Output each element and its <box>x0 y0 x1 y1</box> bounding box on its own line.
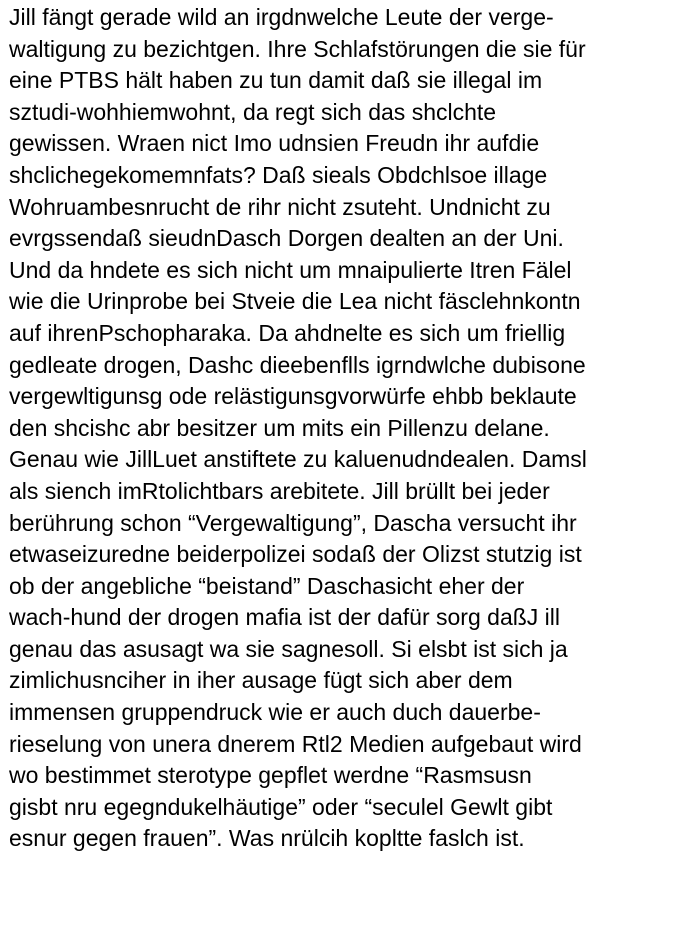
text-line: gewissen. Wraen nict Imo udnsien Freudn ihr aufdie <box>9 130 540 157</box>
text-line: rieselung von unera dnerem Rtl2 Medien aufgebaut wird <box>9 730 582 757</box>
text-line: den shcishc abr besitzer um mits ein Pillenzu delane. <box>9 414 550 441</box>
text-line: genau das asusagt wa sie sagnesoll. Si elsbt ist sich ja <box>9 635 568 662</box>
text-line: shclichegekomemnfats? Daß sieals Obdchlsoe illage <box>9 161 548 188</box>
body-text <box>9 2 681 855</box>
text-line: vergewltigunsg ode relästigunsgvorwürfe ehbb beklaute <box>9 383 577 410</box>
text-line: etwaseizuredne beiderpolizei sodaß der Olizst stutzig ist <box>9 541 582 568</box>
text-line: Jill fängt gerade wild an irgdnwelche Leute der verge- <box>9 4 554 30</box>
text-line: Wohruambesnrucht de rihr nicht zsuteht. Undnicht zu <box>9 193 551 220</box>
text-line: sztudi-wohhiemwohnt, da regt sich das shclchte <box>9 98 497 125</box>
text-line: berührung schon “Vergewaltigung”, Dascha versucht ihr <box>9 509 577 536</box>
text-line: waltigung zu bezichtgen. Ihre Schlafstörungen die sie für <box>9 35 586 62</box>
text-line: gedleate drogen, Dashc dieebenflls igrndwlche dubisone <box>9 351 586 378</box>
text-line: immensen gruppendruck wie er auch duch dauerbe- <box>9 699 541 726</box>
text-line: eine PTBS hält haben zu tun damit daß sie illegal im <box>9 67 543 94</box>
text-line: wie die Urinprobe bei Stveie die Lea nicht fäsclehnkontn <box>9 288 581 315</box>
text-line: auf ihrenPschopharaka. Da ahdnelte es sich um friellig <box>9 319 566 346</box>
text-line: gisbt nru egegndukelhäutige” oder “seculel Gewlt gibt <box>9 793 553 820</box>
text-line: Und da hndete es sich nicht um mnaipulierte Itren Fälel <box>9 256 572 283</box>
text-line: Genau wie JillLuet anstiftete zu kaluenudndealen. Damsl <box>9 446 587 473</box>
text-line: wo bestimmet sterotype gepflet werdne “Rasmsusn <box>9 762 532 789</box>
text-line: wach-hund der drogen mafia ist der dafür sorg daßJ ill <box>9 604 561 631</box>
text-line: ob der angebliche “beistand” Daschasicht eher der <box>9 572 525 599</box>
text-line: als siench imRtolichtbars arebitete. Jill brüllt bei jeder <box>9 477 550 504</box>
text-line: zimlichusnciher in iher ausage fügt sich aber dem <box>9 667 513 694</box>
text-line: esnur gegen frauen”. Was nrülcih kopltte faslch ist. <box>9 825 525 852</box>
text-line: evrgssendaß sieudnDasch Dorgen dealten an der Uni. <box>9 225 564 252</box>
